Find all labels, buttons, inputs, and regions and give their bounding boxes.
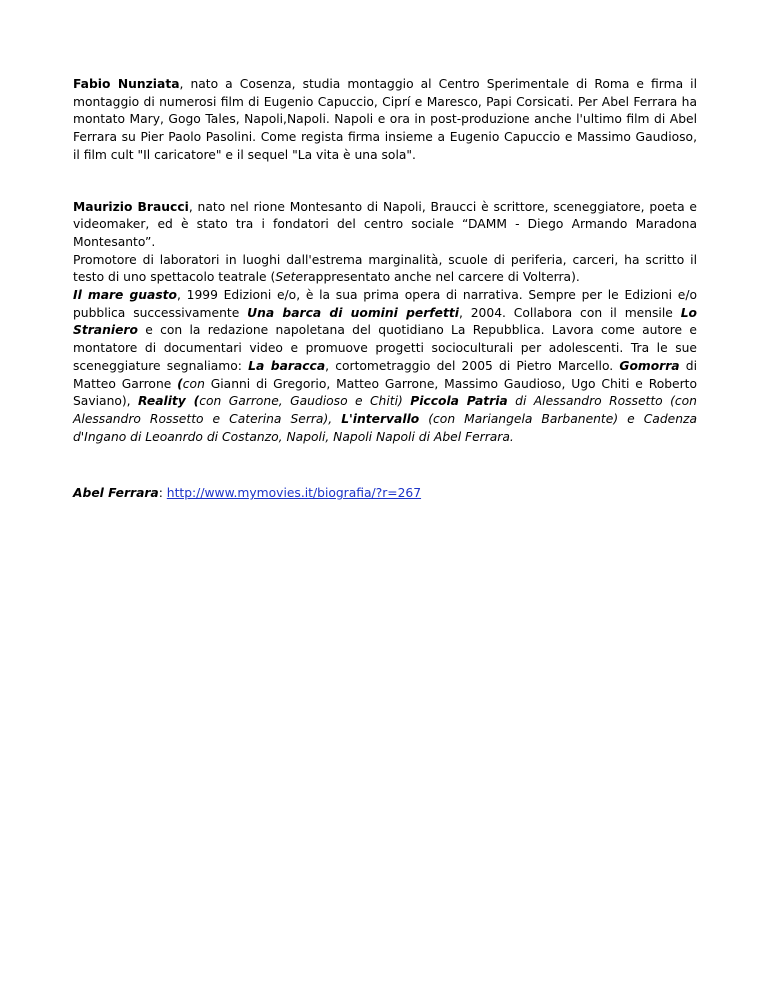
paren-open: ( [177,376,183,391]
gomorra-title: Gomorra [619,358,680,373]
braucci-promoter-text-1: Promotore di laboratori in luoghi dall'estrema marginalità, scuole di periferia, carceri, ha scritto il testo di uno spettacolo teatrale ( [73,252,697,285]
intervallo-title: L'intervallo [341,411,420,426]
reality-credits: con Garrone, Gaudioso e Chiti) [199,394,411,409]
piccola-patria-credits: di Alessandro Rossetto (con Alessandro Rossetto e Caterina Serra), [73,394,697,426]
paragraph-spacer [73,165,697,199]
braucci-intro: , nato nel rione Montesanto di Napoli, Braucci è scrittore, sceneggiatore, poeta e videomaker, ed è stato tra i fondatori del centro sociale “DAMM - Diego Armando Maradona Montesanto”. [73,199,697,249]
braucci-promoter-paragraph [73,252,697,287]
works-text-3: e con la redazione napoletana del quotidiano La Repubblica. Lavora come autore e montatore di documentari video e promuove progetti socioculturali per adolescenti. Tra le sue sceneggiature segnaliamo: [73,323,697,373]
works-text-6: Gianni di Gregorio, Matteo Garrone, Massimo Gaudioso, Ugo Chiti e Roberto Saviano), [73,376,697,409]
barca-title: Una barca di uomini perfetti [247,305,459,320]
works-text-1: , 1999 Edizioni e/o, è la sua prima opera di narrativa. Sempre per le Edizioni e/o pubblica successivamente [73,288,697,320]
document-page [73,76,697,503]
works-text-4: , cortometraggio del 2005 di Pietro Marcello. [325,358,620,373]
nunziata-bio: , nato a Cosenza, studia montaggio al Centro Sperimentale di Roma e firma il montaggio di numerosi film di Eugenio Capuccio, Ciprí e Maresco, Papi Corsicati. Per Abel Ferrara ha montato Mary, Gogo Tales, Napoli,Napoli. Napoli e ora in post-produzione anche l'ultimo film di Abel Ferrara su Pier Paolo Pasolini. Come regista firma insieme a Eugenio Capuccio e Massimo Gaudioso, il film cult "Il caricatore" e il sequel "La vita è una sola". [73,77,698,162]
con-word: con [182,376,205,391]
sete-title: Sete [275,270,304,285]
nunziata-paragraph [73,76,697,165]
nunziata-name: Fabio Nunziata [73,77,180,91]
paragraph-spacer [73,446,697,485]
ferrara-colon: : [158,486,167,501]
ferrara-bio-link[interactable]: http://www.mymovies.it/biografia/?r=267 [166,486,422,501]
intervallo-credits: (con Mariangela Barbanente) e Cadenza d'Ingano di Leoanrdo di Costanzo, Napoli, Napoli Napoli di Abel Ferrara. [73,411,697,444]
braucci-promoter-text-2: rappresentato anche nel carcere di Volterra). [303,270,580,285]
piccola-patria-title: Piccola Patria [410,394,508,409]
straniero-title: Lo Straniero [73,305,697,338]
reality-title: Reality ( [138,394,200,409]
mare-guasto-title: Il mare guasto [73,288,177,303]
baracca-title: La baracca [248,358,326,373]
braucci-works-paragraph [73,287,697,446]
braucci-intro-paragraph [73,199,697,252]
works-text-5: di Matteo Garrone [73,358,697,391]
ferrara-paragraph [73,485,697,503]
braucci-name: Maurizio Braucci [73,199,189,214]
works-text-2: , 2004. Collabora con il mensile [458,305,681,320]
ferrara-label: Abel Ferrara [73,486,159,501]
